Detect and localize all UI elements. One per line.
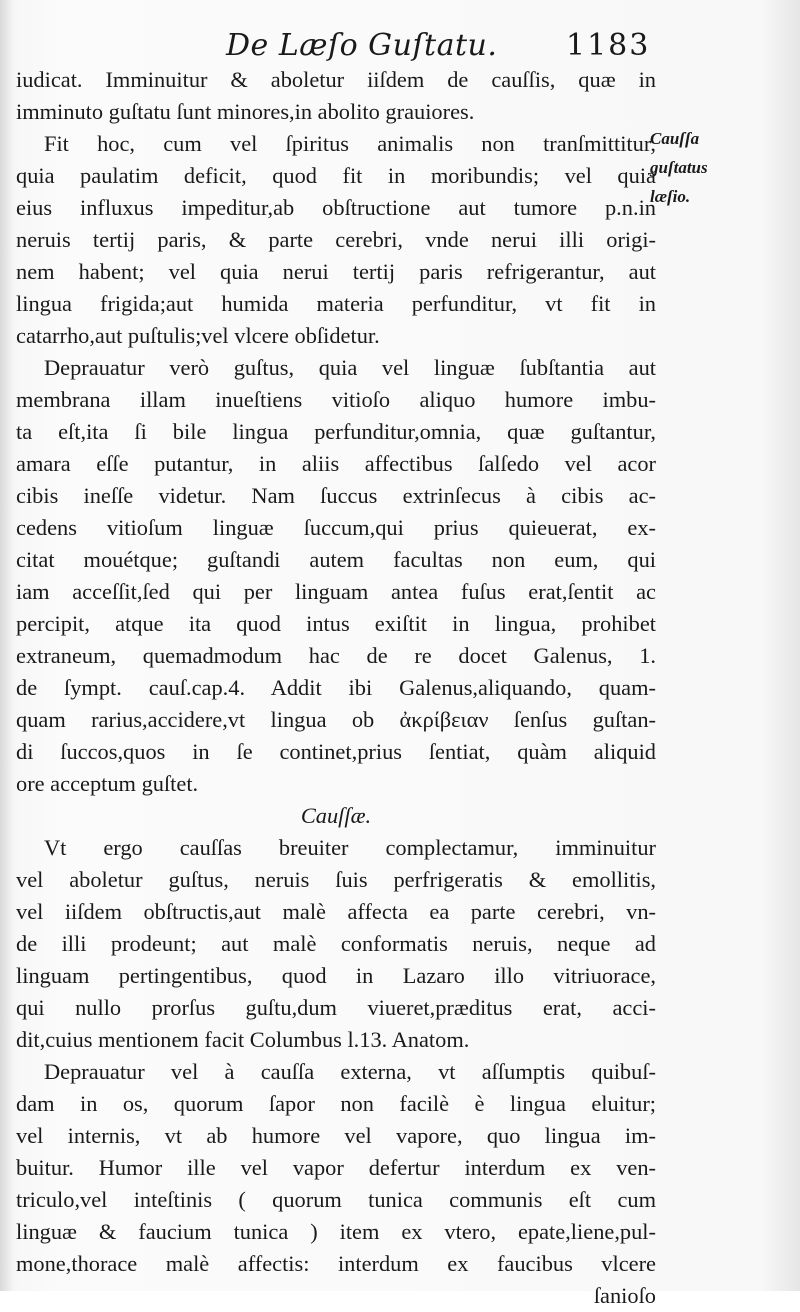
text-line: triculo,vel inteſtinis ( quorum tunica communis eſt cum: [16, 1187, 656, 1212]
body-text: [16, 64, 656, 1312]
text-line: mone,thorace malè affectis: interdum ex faucibus vlcere: [16, 1251, 656, 1276]
catchword: ſanioſo: [593, 1283, 656, 1308]
text-line: extraneum, quemadmodum hac de re docet Galenus, 1.: [16, 643, 656, 668]
text-line: vel iiſdem obſtructis,aut malè affecta ea parte cerebri, vn-: [16, 899, 656, 924]
text-line: Fit hoc, cum vel ſpiritus animalis non tranſmittitur,: [44, 131, 656, 156]
page-header: [0, 22, 800, 66]
text-line: percipit, atque ita quod intus exiſtit in lingua, prohibet: [16, 611, 656, 636]
text-line: nem habent; vel quia nerui tertij paris refrigerantur, aut: [16, 259, 656, 284]
text-line: citat mouétque; guſtandi autem facultas non eum, qui: [16, 547, 656, 572]
text-line: quam rarius,accidere,vt lingua ob ἀκρίβειαν ſenſus guſtan-: [16, 707, 656, 732]
margin-note-line: Cauſſa: [650, 129, 700, 148]
text-line: Deprauatur vel à cauſſa externa, vt aſſumptis quibuſ-: [44, 1059, 656, 1084]
text-line: Deprauatur verò guſtus, quia vel linguæ ſubſtantia aut: [44, 355, 656, 380]
text-line: di ſuccos,quos in ſe continet,prius ſentiat, quàm aliquid: [16, 739, 656, 764]
text-line: eius influxus impeditur,ab obſtructione aut tumore p.n.in: [16, 195, 656, 220]
text-line: buitur. Humor ille vel vapor defertur interdum ex ven-: [16, 1155, 656, 1180]
text-line: vel aboletur guſtus, neruis ſuis perfrigeratis & emollitis,: [16, 867, 656, 892]
running-title: De Læſo Guſtatu.: [226, 28, 498, 63]
text-line: iam acceſſit,ſed qui per linguam antea fuſus erat,ſentit ac: [16, 579, 656, 604]
text-line: lingua frigida;aut humida materia perfunditur, vt fit in: [16, 291, 656, 316]
margin-note-line: læſio.: [650, 187, 691, 206]
text-line: dam in os, quorum ſapor non facilè è lingua eluitur;: [16, 1091, 656, 1116]
text-line: dit,cuius mentionem facit Columbus l.13. Anatom.: [16, 1027, 470, 1052]
text-line: cedens vitioſum linguæ ſuccum,qui prius quieuerat, ex-: [16, 515, 656, 540]
text-line: imminuto guſtatu ſunt minores,in abolito grauiores.: [16, 99, 475, 124]
text-line: cibis ineſſe videtur. Nam ſuccus extrinſecus à cibis ac-: [16, 483, 656, 508]
section-heading: Cauſſæ.: [300, 803, 372, 828]
page-number: 1183: [566, 28, 651, 63]
text-line: membrana illam inueſtiens vitioſo aliquo humore imbu-: [16, 387, 656, 412]
text-line: linguam pertingentibus, quod in Lazaro illo vitriuorace,: [16, 963, 656, 988]
text-line: catarrho,aut puſtulis;vel vlcere obſidetur.: [16, 323, 380, 348]
margin-note: [650, 124, 795, 211]
text-line: amara eſſe putantur, in aliis affectibus ſalſedo vel acor: [16, 451, 656, 476]
text-line: vel internis, vt ab humore vel vapore, quo lingua im-: [16, 1123, 656, 1148]
margin-note-line: guſtatus: [650, 158, 708, 177]
text-line: qui nullo prorſus guſtu,dum viueret,præditus erat, acci-: [16, 995, 656, 1020]
text-line: de ſympt. cauſ.cap.4. Addit ibi Galenus,aliquando, quam-: [16, 675, 656, 700]
text-line: Vt ergo cauſſas breuiter complectamur, imminuitur: [44, 835, 656, 860]
text-line: linguæ & faucium tunica ) item ex vtero, epate,liene,pul-: [16, 1219, 656, 1244]
text-line: iudicat. Imminuitur & aboletur iiſdem de cauſſis, quæ in: [16, 67, 656, 92]
text-line: ta eſt,ita ſi bile lingua perfunditur,omnia, quæ guſtantur,: [16, 419, 656, 444]
text-line: ore acceptum guſtet.: [16, 771, 199, 796]
text-line: quia paulatim deficit, quod fit in moribundis; vel quia: [16, 163, 656, 188]
text-line: de illi prodeunt; aut malè conformatis neruis, neque ad: [16, 931, 656, 956]
text-line: neruis tertij paris, & parte cerebri, vnde nerui illi origi-: [16, 227, 656, 252]
